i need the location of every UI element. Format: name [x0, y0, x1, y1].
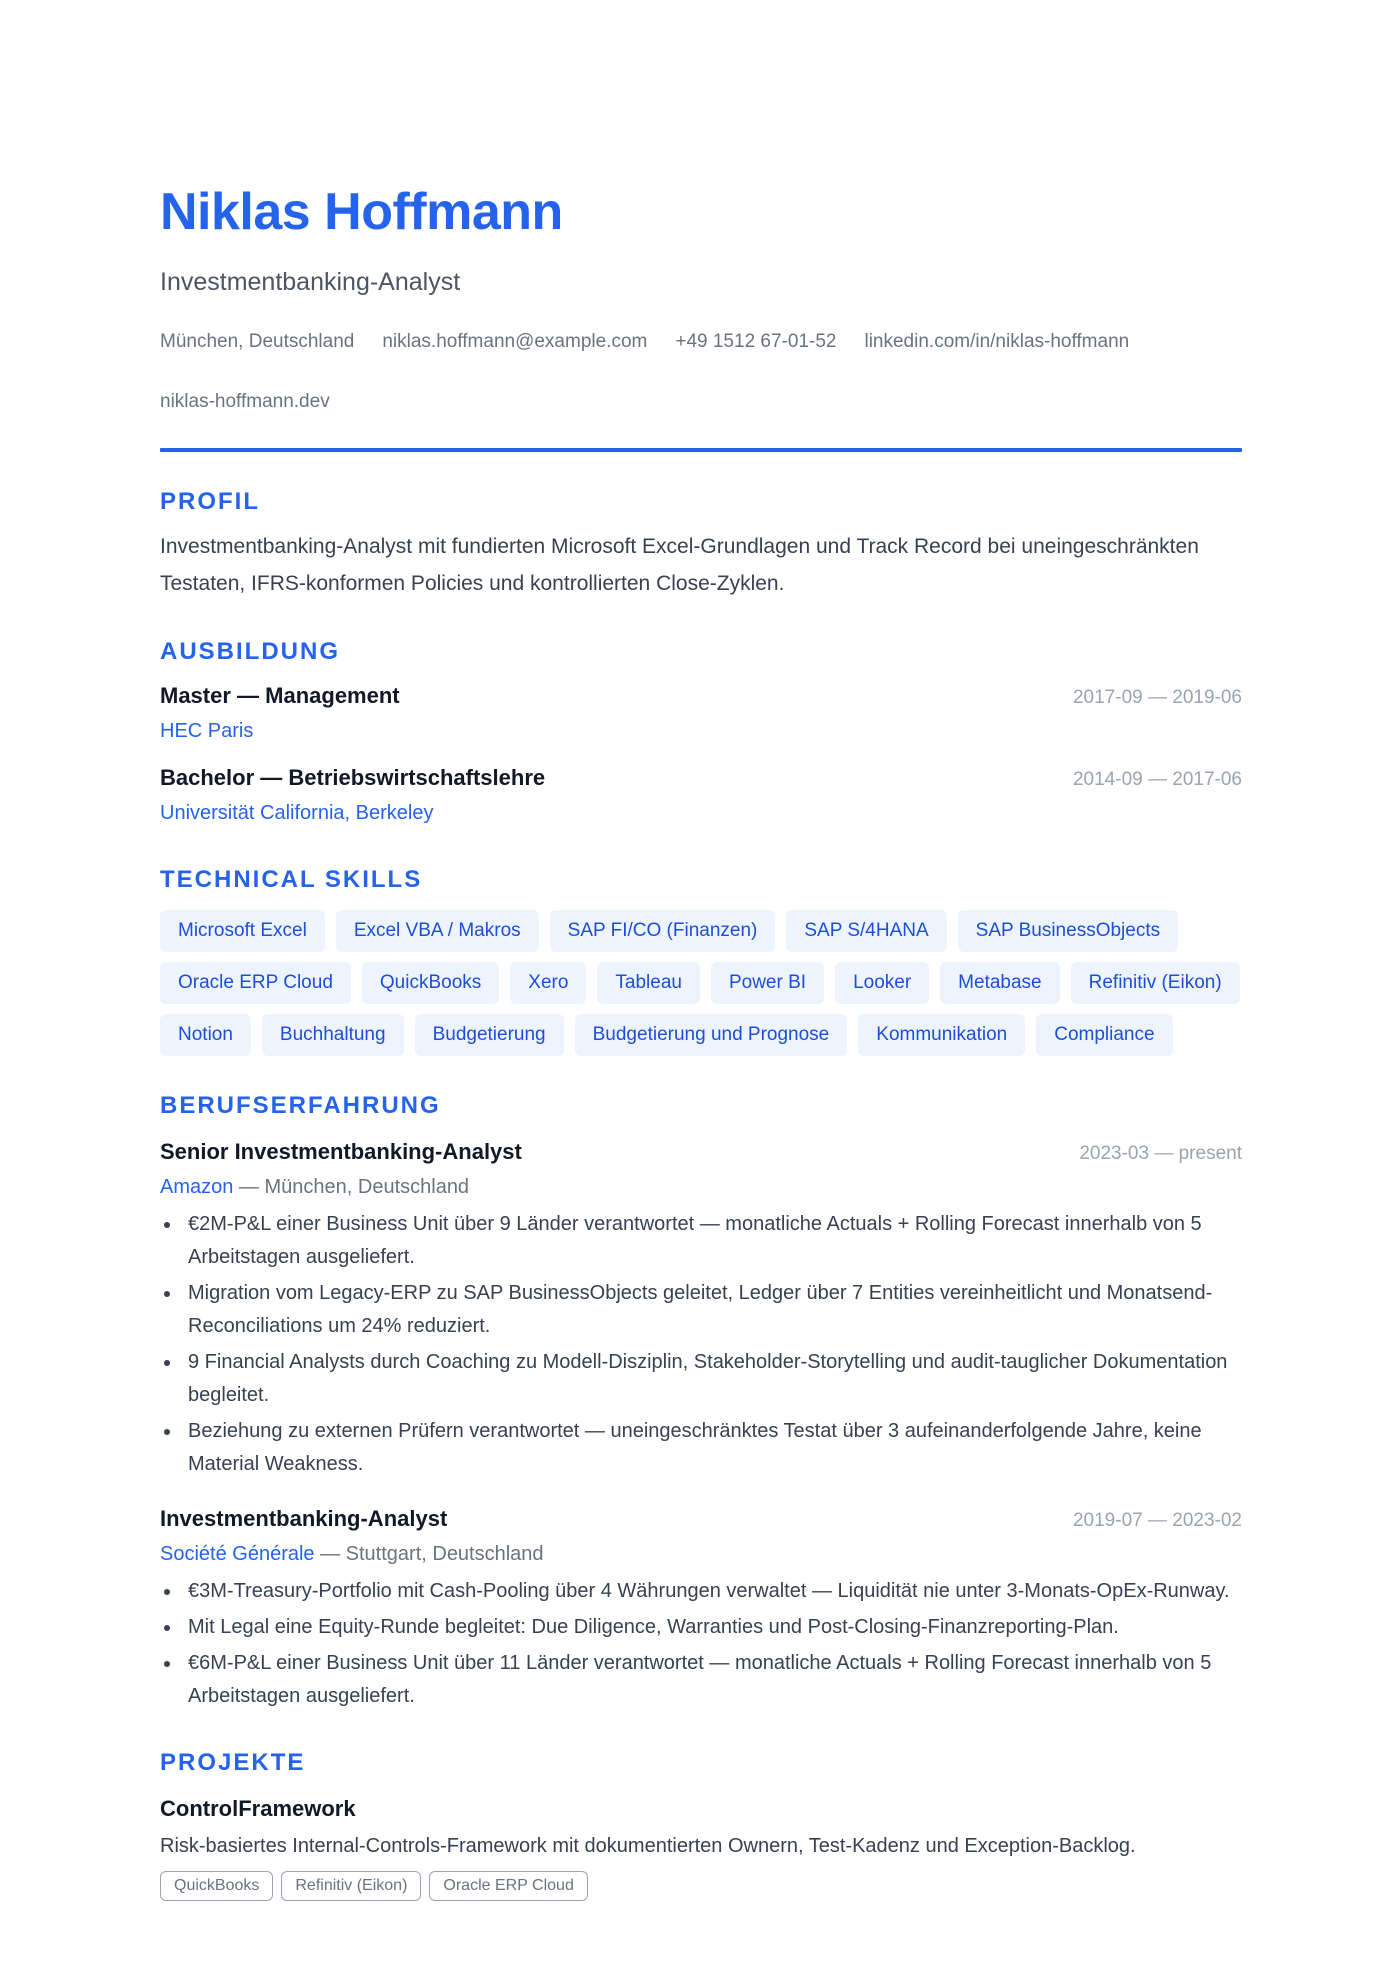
- candidate-name: Niklas Hoffmann: [160, 183, 563, 241]
- education-dates: 2014-09 — 2017-06: [1072, 769, 1242, 790]
- education-item: [160, 680, 1242, 748]
- job-bullet-list: [160, 1575, 1242, 1713]
- skill-chip: Tableau: [597, 962, 700, 1004]
- skill-chip: SAP BusinessObjects: [958, 910, 1178, 952]
- contact-linkedin[interactable]: linkedin.com/in/niklas-hoffmann: [864, 331, 1130, 352]
- job-dates: 2023-03 — present: [1079, 1143, 1242, 1164]
- profile-text: Investmentbanking-Analyst mit fundierten Microsoft Excel-Grundlagen und Track Record bei uneingeschränkten Testaten, IFRS-konformen Policies und kontrollierten Close-Zyklen.: [160, 535, 1199, 595]
- education-school: HEC Paris: [160, 720, 254, 742]
- skill-chip: SAP FI/CO (Finanzen): [550, 910, 776, 952]
- contact-location: München, Deutschland: [160, 331, 355, 352]
- project-name: ControlFramework: [160, 1796, 356, 1821]
- job-bullet: €6M-P&L einer Business Unit über 11 Länder verantwortet — monatliche Actuals + Rolling Forecast innerhalb von 5 Arbeitstagen ausgeliefert.: [160, 1647, 1242, 1713]
- section-title-education: AUSBILDUNG: [160, 638, 340, 665]
- resume-content: [160, 178, 1242, 1901]
- contact-email[interactable]: niklas.hoffmann@example.com: [382, 331, 648, 352]
- job-company: Amazon: [160, 1176, 234, 1198]
- section-title-profile: PROFIL: [160, 488, 260, 515]
- job-bullet: €2M-P&L einer Business Unit über 9 Länder verantwortet — monatliche Actuals + Rolling Forecast innerhalb von 5 Arbeitstagen ausgeliefert.: [160, 1208, 1242, 1274]
- job-company: Société Générale: [160, 1543, 315, 1565]
- contact-website[interactable]: niklas-hoffmann.dev: [160, 391, 330, 412]
- profile-section: [160, 486, 1242, 602]
- skill-chip: Xero: [510, 962, 586, 1004]
- contact-list: [160, 312, 1242, 432]
- job-bullet-list: [160, 1208, 1242, 1481]
- education-degree: Master — Management: [160, 683, 400, 708]
- skill-chip: SAP S/4HANA: [786, 910, 946, 952]
- job-company-line: [160, 1170, 1242, 1204]
- skill-chip: QuickBooks: [362, 962, 499, 1004]
- job-bullet: 9 Financial Analysts durch Coaching zu Modell-Disziplin, Stakeholder-Storytelling und audit-tauglicher Dokumentation begleitet.: [160, 1346, 1242, 1412]
- projects-section: [160, 1747, 1242, 1901]
- skill-chip: Refinitiv (Eikon): [1071, 962, 1240, 1004]
- job-role: Senior Investmentbanking-Analyst: [160, 1139, 522, 1164]
- education-dates: 2017-09 — 2019-06: [1072, 687, 1242, 708]
- job-location: — Stuttgart, Deutschland: [314, 1543, 544, 1565]
- education-section: [160, 636, 1242, 830]
- project-description: Risk-basiertes Internal-Controls-Framework mit dokumentierten Ownern, Test-Kadenz und Exception-Backlog.: [160, 1835, 1136, 1857]
- job-bullet: Beziehung zu externen Prüfern verantwortet — uneingeschränktes Testat über 3 aufeinanderfolgende Jahre, keine Material Weakness.: [160, 1415, 1242, 1481]
- skill-chip: Metabase: [940, 962, 1059, 1004]
- job-bullet: Migration vom Legacy-ERP zu SAP BusinessObjects geleitet, Ledger über 7 Entities vereinheitlicht und Monatsend-Reconciliations um 24% reduziert.: [160, 1277, 1242, 1343]
- project-tag: Oracle ERP Cloud: [429, 1871, 587, 1901]
- contact-phone[interactable]: +49 1512 67-01-52: [675, 331, 837, 352]
- skill-chip-list: [160, 910, 1242, 1056]
- skill-chip: Power BI: [711, 962, 824, 1004]
- job-bullet: €3M-Treasury-Portfolio mit Cash-Pooling über 4 Währungen verwaltet — Liquidität nie unter 3-Monats-OpEx-Runway.: [160, 1575, 1242, 1608]
- project-tag-list: [160, 1871, 1242, 1901]
- project-tag: QuickBooks: [160, 1871, 273, 1901]
- skills-section: [160, 864, 1242, 1056]
- skill-chip: Looker: [835, 962, 929, 1004]
- skill-chip: Buchhaltung: [262, 1014, 404, 1056]
- header-divider: [160, 448, 1242, 452]
- education-degree: Bachelor — Betriebswirtschaftslehre: [160, 765, 546, 790]
- education-school: Universität California, Berkeley: [160, 802, 434, 824]
- section-title-projects: PROJEKTE: [160, 1749, 306, 1776]
- candidate-headline: Investmentbanking-Analyst: [160, 268, 461, 296]
- job-role: Investmentbanking-Analyst: [160, 1506, 448, 1531]
- job-entry: [160, 1503, 1242, 1713]
- project-entry: [160, 1793, 1242, 1901]
- project-tag: Refinitiv (Eikon): [281, 1871, 421, 1901]
- skill-chip: Compliance: [1036, 1014, 1172, 1056]
- skill-chip: Kommunikation: [858, 1014, 1025, 1056]
- experience-section: [160, 1090, 1242, 1713]
- skill-chip: Budgetierung und Prognose: [575, 1014, 848, 1056]
- resume-header: [160, 178, 1242, 452]
- skill-chip: Excel VBA / Makros: [336, 910, 539, 952]
- section-title-skills: TECHNICAL SKILLS: [160, 866, 423, 893]
- job-dates: 2019-07 — 2023-02: [1072, 1510, 1242, 1531]
- section-title-experience: BERUFSERFAHRUNG: [160, 1092, 441, 1119]
- job-company-line: [160, 1537, 1242, 1571]
- education-item: [160, 762, 1242, 830]
- skill-chip: Oracle ERP Cloud: [160, 962, 351, 1004]
- job-location: — München, Deutschland: [233, 1176, 470, 1198]
- skill-chip: Microsoft Excel: [160, 910, 325, 952]
- skill-chip: Notion: [160, 1014, 251, 1056]
- skill-chip: Budgetierung: [415, 1014, 564, 1056]
- job-bullet: Mit Legal eine Equity-Runde begleitet: Due Diligence, Warranties und Post-Closing-Finanzreporting-Plan.: [160, 1611, 1242, 1644]
- job-entry: [160, 1136, 1242, 1481]
